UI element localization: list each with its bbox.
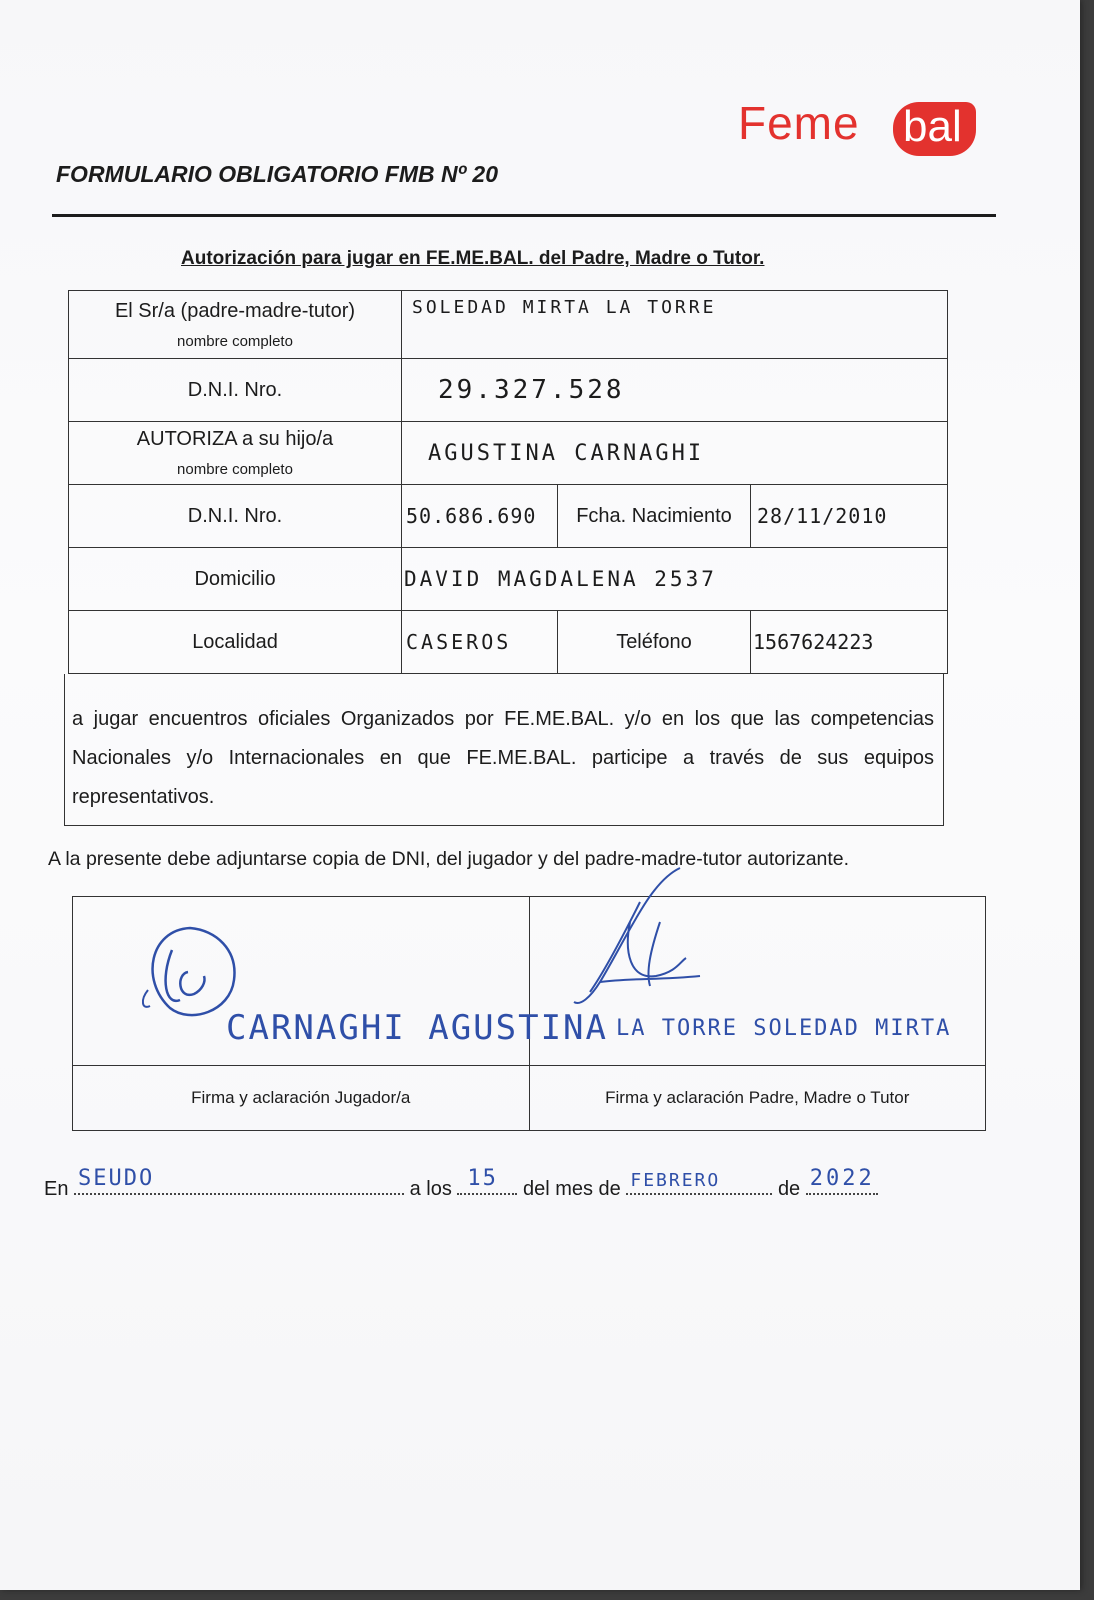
player-printed-name: CARNAGHI AGUSTINA [226,1008,608,1048]
table-row [73,1066,986,1131]
birth-date-field[interactable]: 28/11/2010 [751,485,948,548]
child-dni-label: D.N.I. Nro. [69,485,402,548]
month-field[interactable] [626,1170,772,1195]
player-signature-caption: Firma y aclaración Jugador/a [73,1066,530,1131]
birth-date-label: Fcha. Nacimiento [558,485,751,548]
table-row [69,485,948,548]
tutor-dni-label: D.N.I. Nro. [69,359,402,422]
del-mes-label: del mes de [522,1178,621,1200]
address-label: Domicilio [69,548,402,611]
table-row [69,611,948,674]
table-row [69,291,948,359]
logo-text-feme: Feme [738,97,860,149]
logo-text-bal: bal [893,102,976,156]
child-name-field[interactable]: AGUSTINA CARNAGHI [402,422,948,485]
table-row [69,422,948,485]
day-field[interactable] [457,1166,517,1195]
attachment-note: A la presente debe adjuntarse copia de DNI, del jugador y del padre-madre-tutor autorizante. [48,848,850,870]
place-date-line [44,1166,878,1201]
day-value: 15 [467,1166,498,1191]
tutor-label-cell [69,291,402,359]
tutor-sublabel: nombre completo [177,332,293,350]
child-dni-field[interactable]: 50.686.690 [402,485,558,548]
de-label: de [777,1178,801,1200]
form-code: FORMULARIO OBLIGATORIO FMB Nº 20 [56,161,498,187]
en-label: En [44,1178,69,1200]
year-value: 2022 [809,1166,875,1191]
table-row [69,548,948,611]
tutor-label: El Sr/a (padre-madre-tutor) [114,299,356,322]
tutor-name-field[interactable]: SOLEDAD MIRTA LA TORRE [402,291,948,359]
city-field[interactable]: CASEROS [402,611,558,674]
phone-label: Teléfono [558,611,751,674]
city-label: Localidad [69,611,402,674]
month-value: FEBRERO [630,1170,721,1191]
address-field[interactable]: DAVID MAGDALENA 2537 [402,548,948,611]
tutor-dni-field[interactable]: 29.327.528 [402,359,948,422]
document-title: Autorización para jugar en FE.ME.BAL. del Padre, Madre o Tutor. [181,248,765,269]
place-field[interactable] [74,1166,404,1195]
table-row [69,359,948,422]
phone-field[interactable]: 1567624223 [751,611,948,674]
year-field[interactable] [806,1166,878,1195]
authorization-table [68,290,948,674]
place-value: SEUDO [78,1166,155,1191]
tutor-printed-name: LA TORRE SOLEDAD MIRTA [616,1016,952,1041]
header-divider [52,214,996,217]
tutor-signature-caption: Firma y aclaración Padre, Madre o Tutor [529,1066,986,1131]
child-sublabel: nombre completo [177,461,293,478]
authorization-text: a jugar encuentros oficiales Organizados por FE.ME.BAL. y/o en los que las competencias Nacionales y/o Internacionales en que FE.ME.BAL. participe a través de sus equipos representativos. [72,708,934,808]
child-label-cell [69,422,402,485]
child-label: AUTORIZA a su hijo/a [136,428,334,450]
tutor-signature-mark [560,862,710,1022]
a-los-label: a los [409,1178,452,1200]
